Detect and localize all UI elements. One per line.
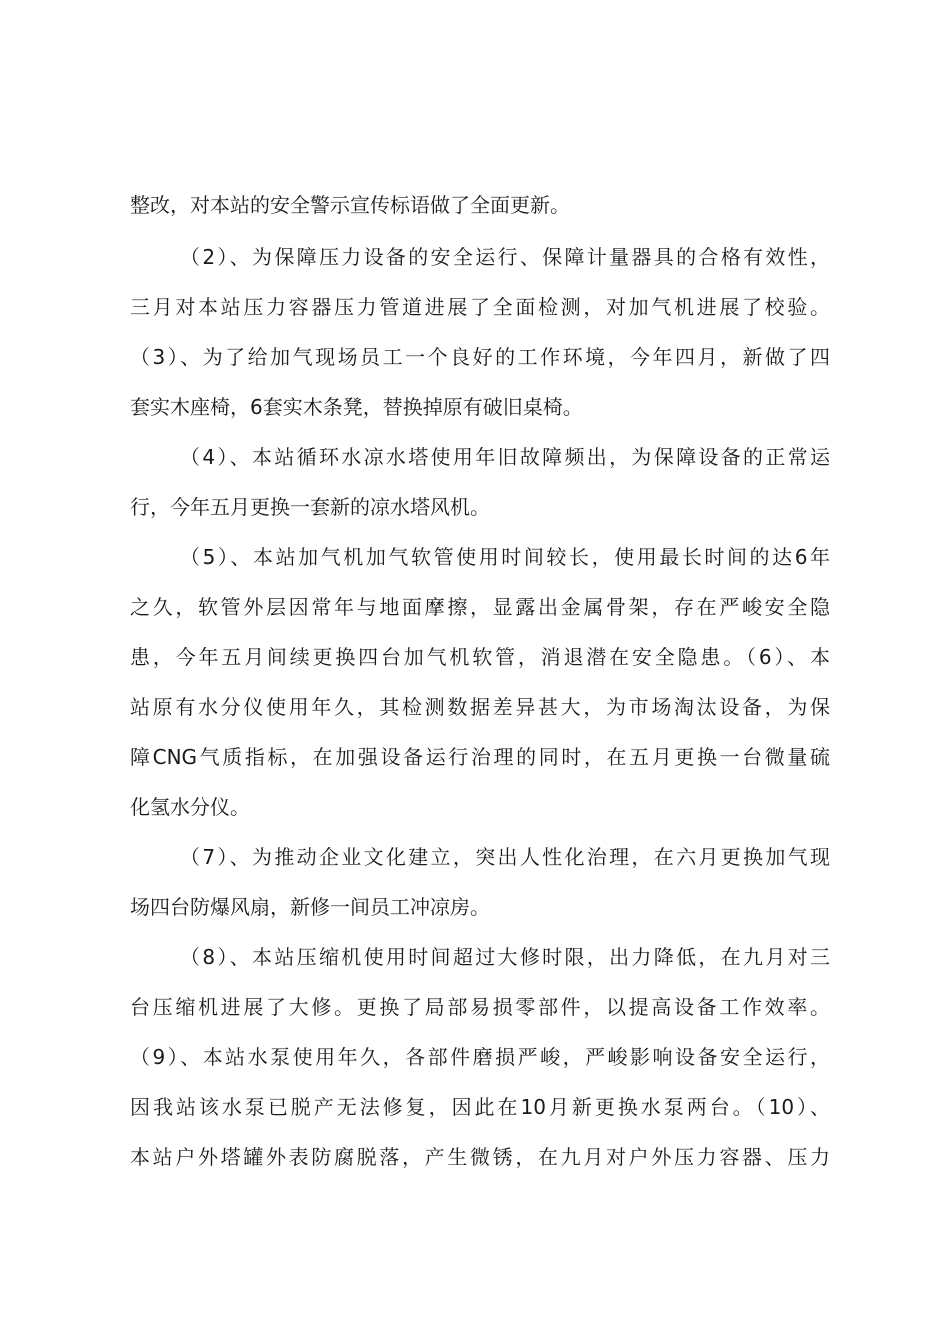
text-line-16: （8）、本站压缩机使用时间超过大修时限，出力降低，在九月对三	[180, 945, 830, 969]
text-line-20: 本站户外塔罐外表防腐脱落，产生微锈，在九月对户外压力容器、压力	[130, 1145, 830, 1169]
text-line-1: 整改，对本站的安全警示宣传标语做了全面更新。	[130, 193, 570, 217]
text-line-2: （2）、为保障压力设备的安全运行、保障计量器具的合格有效性，	[180, 245, 830, 269]
text-line-19: 因我站该水泵已脱产无法修复，因此在10月新更换水泵两台。（10）、	[130, 1095, 830, 1119]
text-line-10: 患，今年五月间续更换四台加气机软管，消退潜在安全隐患。（6）、本	[130, 645, 830, 669]
text-line-4: （3）、为了给加气现场员工一个良好的工作环境，今年四月，新做了四	[130, 345, 830, 369]
text-line-11: 站原有水分仪使用年久，其检测数据差异甚大，为市场淘汰设备，为保	[130, 695, 830, 719]
text-line-14: （7）、为推动企业文化建立，突出人性化治理，在六月更换加气现	[180, 845, 830, 869]
text-line-12: 障CNG气质指标，在加强设备运行治理的同时，在五月更换一台微量硫	[130, 745, 830, 769]
text-line-6: （4）、本站循环水凉水塔使用年旧故障频出，为保障设备的正常运	[180, 445, 830, 469]
text-line-9: 之久，软管外层因常年与地面摩擦，显露出金属骨架，存在严峻安全隐	[130, 595, 830, 619]
text-line-5: 套实木座椅，6套实木条凳，替换掉原有破旧桌椅。	[130, 395, 583, 419]
text-line-15: 场四台防爆风扇，新修一间员工冲凉房。	[130, 895, 490, 919]
text-line-17: 台压缩机进展了大修。更换了局部易损零部件，以提高设备工作效率。	[130, 995, 830, 1019]
text-line-8: （5）、本站加气机加气软管使用时间较长，使用最长时间的达6年	[180, 545, 830, 569]
text-line-3: 三月对本站压力容器压力管道进展了全面检测，对加气机进展了校验。	[130, 295, 830, 319]
text-line-18: （9）、本站水泵使用年久，各部件磨损严峻，严峻影响设备安全运行，	[130, 1045, 830, 1069]
text-line-7: 行，今年五月更换一套新的凉水塔风机。	[130, 495, 490, 519]
text-line-13: 化氢水分仪。	[130, 795, 250, 819]
